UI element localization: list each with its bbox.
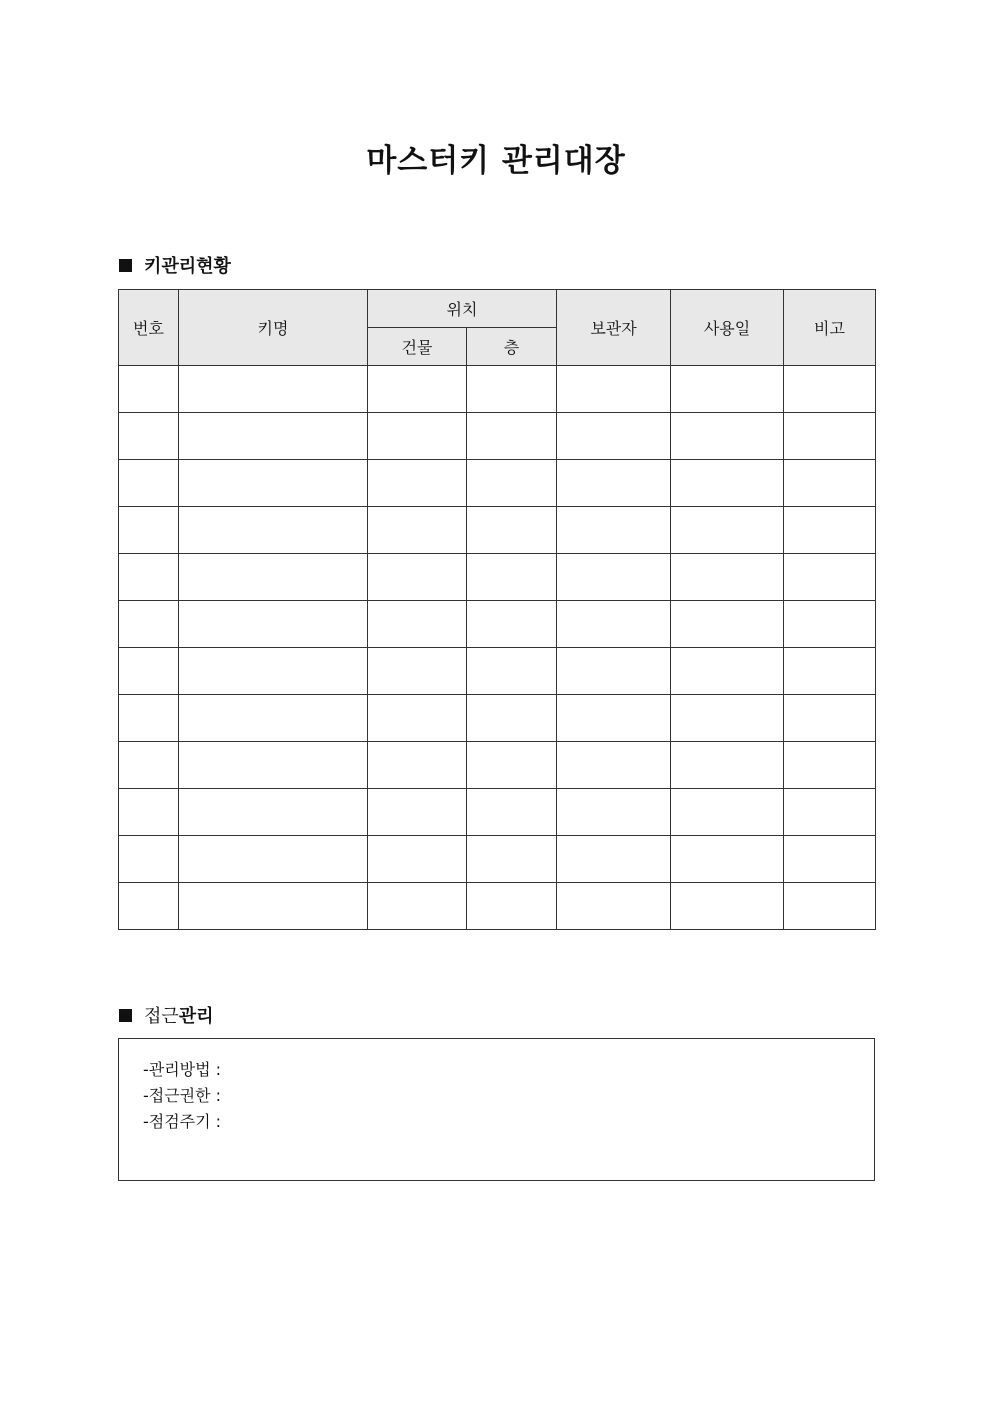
cell-number — [119, 601, 179, 648]
cell-custodian — [557, 554, 671, 601]
cell-number — [119, 413, 179, 460]
table-row — [119, 648, 876, 695]
access-line-inspection: -점검주기 : — [143, 1112, 222, 1131]
cell-building — [368, 883, 467, 930]
cell-floor — [467, 789, 557, 836]
cell-number — [119, 554, 179, 601]
cell-use-date — [671, 695, 784, 742]
table-row — [119, 554, 876, 601]
section-heading-key-status — [119, 252, 231, 278]
cell-use-date — [671, 460, 784, 507]
cell-remarks — [784, 742, 876, 789]
cell-floor — [467, 648, 557, 695]
cell-building — [368, 366, 467, 413]
cell-custodian — [557, 460, 671, 507]
square-bullet-icon — [119, 259, 132, 272]
cell-use-date — [671, 883, 784, 930]
header-location: 위치 — [368, 290, 557, 328]
cell-floor — [467, 507, 557, 554]
cell-number — [119, 507, 179, 554]
cell-number — [119, 883, 179, 930]
table-row — [119, 507, 876, 554]
cell-custodian — [557, 366, 671, 413]
cell-floor — [467, 601, 557, 648]
table-row — [119, 883, 876, 930]
cell-building — [368, 460, 467, 507]
header-floor: 층 — [467, 328, 557, 366]
cell-remarks — [784, 507, 876, 554]
cell-floor — [467, 836, 557, 883]
cell-custodian — [557, 507, 671, 554]
section-heading-label: 키관리현황 — [144, 256, 231, 277]
cell-use-date — [671, 554, 784, 601]
header-use-date: 사용일 — [671, 290, 784, 366]
cell-floor — [467, 883, 557, 930]
cell-use-date — [671, 601, 784, 648]
cell-remarks — [784, 554, 876, 601]
cell-building — [368, 554, 467, 601]
cell-use-date — [671, 789, 784, 836]
cell-building — [368, 742, 467, 789]
cell-number — [119, 742, 179, 789]
cell-key-name — [179, 601, 368, 648]
cell-key-name — [179, 695, 368, 742]
access-line-method: -관리방법 : — [143, 1060, 222, 1079]
table-row — [119, 742, 876, 789]
cell-number — [119, 648, 179, 695]
cell-building — [368, 413, 467, 460]
cell-use-date — [671, 507, 784, 554]
page-title: 마스터키 관리대장 — [366, 143, 626, 179]
key-ledger-table — [118, 289, 876, 930]
cell-use-date — [671, 648, 784, 695]
cell-number — [119, 836, 179, 883]
cell-building — [368, 836, 467, 883]
cell-floor — [467, 413, 557, 460]
cell-remarks — [784, 366, 876, 413]
header-building: 건물 — [368, 328, 467, 366]
cell-floor — [467, 695, 557, 742]
access-line-permission: -접근권한 : — [143, 1086, 222, 1105]
cell-custodian — [557, 601, 671, 648]
cell-key-name — [179, 789, 368, 836]
cell-key-name — [179, 883, 368, 930]
access-management-box — [118, 1038, 875, 1181]
table-row — [119, 789, 876, 836]
cell-number — [119, 366, 179, 413]
header-remarks: 비고 — [784, 290, 876, 366]
table-row — [119, 601, 876, 648]
cell-remarks — [784, 695, 876, 742]
cell-building — [368, 648, 467, 695]
header-custodian: 보관자 — [557, 290, 671, 366]
cell-custodian — [557, 883, 671, 930]
cell-remarks — [784, 413, 876, 460]
header-key-name: 키명 — [179, 290, 368, 366]
cell-key-name — [179, 836, 368, 883]
cell-building — [368, 507, 467, 554]
cell-remarks — [784, 789, 876, 836]
ledger-body — [119, 366, 876, 930]
cell-building — [368, 601, 467, 648]
cell-building — [368, 789, 467, 836]
cell-custodian — [557, 648, 671, 695]
section-heading-label-light: 접근 — [144, 1006, 179, 1027]
table-row — [119, 460, 876, 507]
cell-number — [119, 789, 179, 836]
cell-remarks — [784, 883, 876, 930]
section-heading-access — [119, 1002, 214, 1028]
cell-floor — [467, 460, 557, 507]
cell-number — [119, 460, 179, 507]
cell-building — [368, 695, 467, 742]
cell-floor — [467, 554, 557, 601]
cell-key-name — [179, 507, 368, 554]
table-row — [119, 413, 876, 460]
cell-number — [119, 695, 179, 742]
cell-remarks — [784, 460, 876, 507]
cell-key-name — [179, 648, 368, 695]
cell-use-date — [671, 366, 784, 413]
cell-key-name — [179, 554, 368, 601]
cell-use-date — [671, 413, 784, 460]
cell-custodian — [557, 695, 671, 742]
table-row — [119, 695, 876, 742]
cell-floor — [467, 366, 557, 413]
cell-remarks — [784, 836, 876, 883]
cell-remarks — [784, 601, 876, 648]
table-row — [119, 836, 876, 883]
cell-key-name — [179, 366, 368, 413]
cell-remarks — [784, 648, 876, 695]
cell-key-name — [179, 742, 368, 789]
cell-custodian — [557, 836, 671, 883]
square-bullet-icon — [119, 1009, 132, 1022]
table-row — [119, 366, 876, 413]
cell-floor — [467, 742, 557, 789]
cell-use-date — [671, 836, 784, 883]
cell-key-name — [179, 460, 368, 507]
cell-custodian — [557, 742, 671, 789]
header-number: 번호 — [119, 290, 179, 366]
cell-custodian — [557, 789, 671, 836]
cell-key-name — [179, 413, 368, 460]
section-heading-label-bold: 관리 — [178, 1006, 214, 1027]
cell-use-date — [671, 742, 784, 789]
cell-custodian — [557, 413, 671, 460]
